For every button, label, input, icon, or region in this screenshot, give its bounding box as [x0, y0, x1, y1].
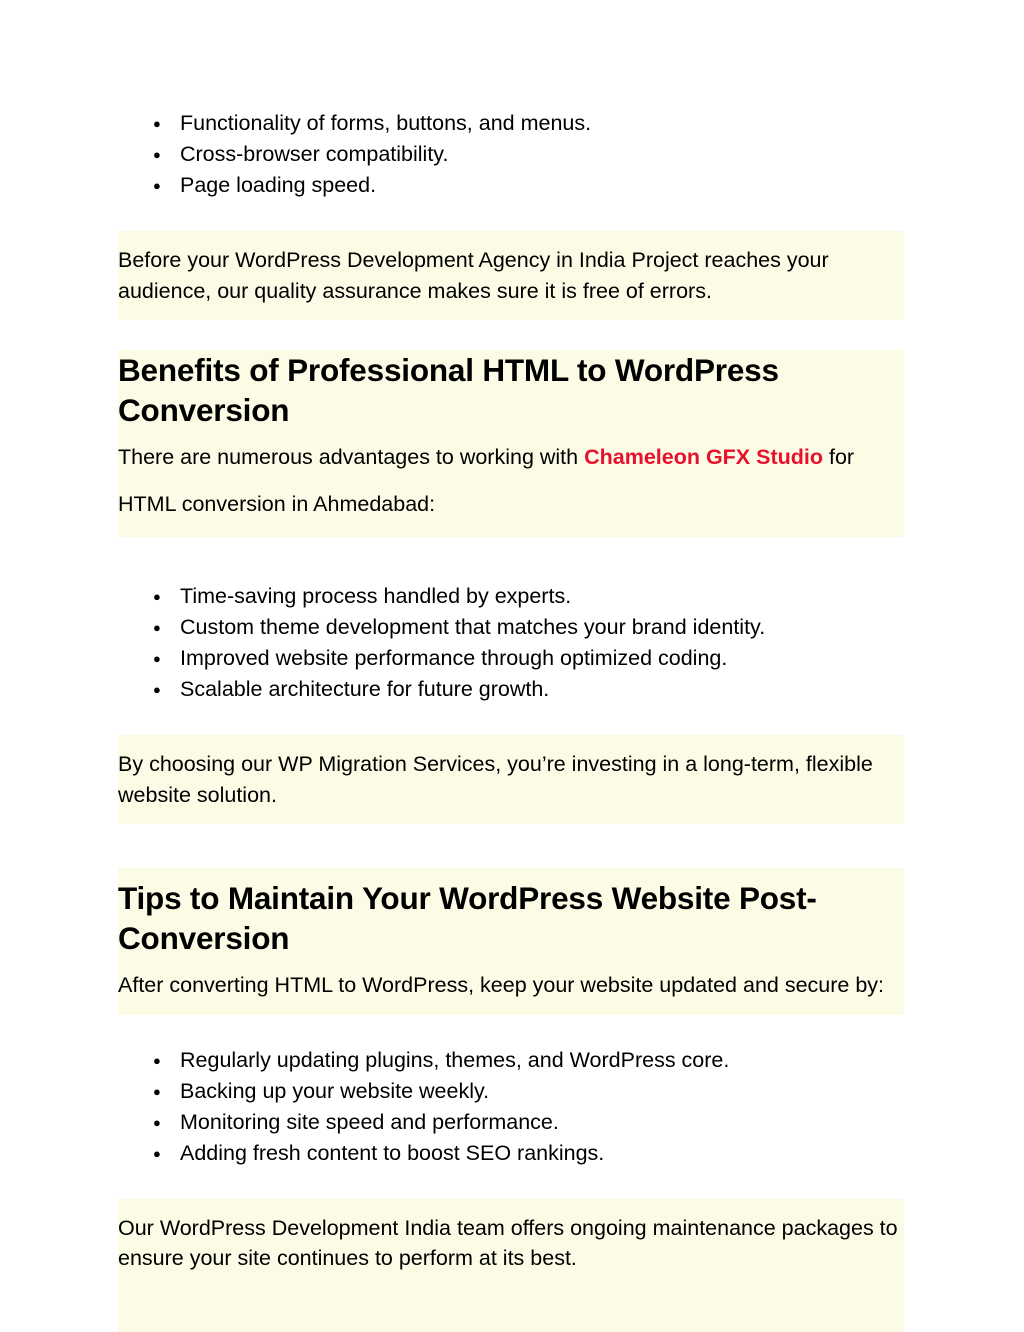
list-item: ● Backing up your website weekly. [118, 1076, 904, 1107]
list-item: ● Regularly updating plugins, themes, and WordPress core. [118, 1045, 904, 1076]
section-tips-block [118, 868, 904, 1015]
list-qa-checks [118, 108, 904, 201]
list-tips [118, 1045, 904, 1169]
section-benefits-block [118, 350, 904, 537]
benefits-intro-before: There are numerous advantages to working with [118, 445, 585, 469]
spacer [118, 473, 904, 489]
document-content [118, 108, 904, 1332]
spacer [118, 537, 904, 581]
list-item: ● Time-saving process handled by experts. [118, 581, 904, 612]
spacer [118, 705, 904, 735]
spacer [118, 1169, 904, 1199]
paragraph-quality: Before your WordPress Development Agency in India Project reaches your audience, our quality assurance makes sure it is free of errors. [118, 248, 829, 303]
spacer [118, 519, 904, 537]
paragraph-quality-block [118, 231, 904, 320]
spacer [118, 1015, 904, 1045]
list-item: ● Custom theme development that matches your brand identity. [118, 612, 904, 643]
spacer [118, 958, 904, 970]
paragraph-tips-closing: Our WordPress Development India team offers ongoing maintenance packages to ensure your site continues to perform at its best. [118, 1215, 898, 1270]
brand-name: Chameleon GFX Studio [584, 445, 823, 469]
paragraph-benefits-intro [118, 442, 904, 473]
spacer [118, 430, 904, 442]
spacer [118, 201, 904, 231]
paragraph-tips-closing-block [118, 1199, 904, 1332]
list-item: ● Functionality of forms, buttons, and menus. [118, 108, 904, 139]
paragraph-benefits-intro-line2: HTML conversion in Ahmedabad: [118, 491, 436, 516]
list-item: ● Monitoring site speed and performance. [118, 1107, 904, 1138]
list-item: ● Improved website performance through optimized coding. [118, 643, 904, 674]
list-item: ● Cross-browser compatibility. [118, 139, 904, 170]
paragraph-benefits-closing-block [118, 735, 904, 824]
spacer [118, 1001, 904, 1015]
heading-tips: Tips to Maintain Your WordPress Website Post-Conversion [118, 880, 817, 956]
heading-benefits: Benefits of Professional HTML to WordPress Conversion [118, 352, 779, 428]
list-item: ● Adding fresh content to boost SEO rankings. [118, 1138, 904, 1169]
spacer [118, 320, 904, 350]
benefits-intro-after: for [823, 445, 855, 469]
paragraph-benefits-closing: By choosing our WP Migration Services, you’re investing in a long-term, flexible website solution. [118, 752, 873, 807]
spacer [118, 868, 904, 878]
list-item: ● Scalable architecture for future growth. [118, 674, 904, 705]
spacer [118, 824, 904, 868]
paragraph-tips-intro: After converting HTML to WordPress, keep your website updated and secure by: [118, 973, 885, 997]
list-benefits [118, 581, 904, 705]
list-item: ● Page loading speed. [118, 170, 904, 201]
